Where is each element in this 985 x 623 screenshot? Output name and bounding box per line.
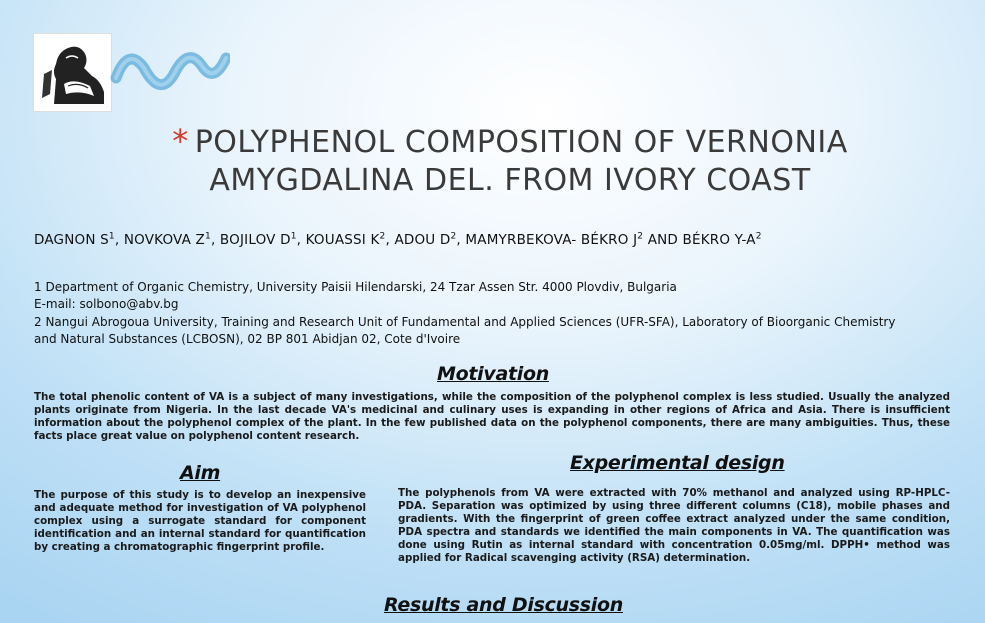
motivation-text: The total phenolic content of VA is a subject of many investigations, while the composition of the polyphenol complex is less studied. Usually the analyzed plants originate from Nigeria. In the last decade VA's medicinal and culinary uses is expanding in other regions of Africa and Asia. There is insufficient information about the polyphenol complex of the plant. In the few published data on the polyphenol components, there are many ambiguities. Thus, these facts place great value on polyphenol content research. [34, 391, 950, 442]
author-separator: AND [643, 232, 683, 248]
author-affiliation-number: 1 [205, 231, 211, 242]
experimental-heading: Experimental design [570, 452, 785, 474]
author-separator: , [456, 232, 466, 248]
author-separator: , [114, 232, 124, 248]
author-name: NOVKOVA Z [123, 232, 205, 248]
author-affiliation-number: 2 [637, 231, 644, 242]
author-name: BOJILOV D [219, 232, 291, 248]
author-affiliation-number: 1 [108, 231, 115, 242]
motivation-heading: Motivation [437, 363, 549, 385]
results-heading: Results and Discussion [384, 594, 623, 616]
title-line-1: POLYPHENOL COMPOSITION OF VERNONIA [194, 125, 848, 160]
wave-logo [110, 38, 230, 110]
author-affiliation-number: 2 [379, 231, 386, 242]
poster-title [60, 122, 960, 200]
author-separator: , [296, 232, 306, 248]
author-separator: , [210, 232, 220, 248]
aim-heading: Aim [180, 462, 221, 484]
university-logo [33, 33, 112, 112]
scholar-figure-icon [34, 34, 111, 111]
author-name: MAMYRBEKOVA- BÉKRO J [465, 232, 638, 248]
title-marker: * [172, 122, 189, 160]
affiliation-2-line-1: 2 Nangui Abrogoua University, Training and Research Unit of Fundamental and Applied Sciences (UFR-SFA), Laboratory of Bioorganic Chemistry [34, 315, 896, 329]
author-separator: , [385, 232, 395, 248]
author-affiliation-number: 2 [755, 231, 762, 242]
author-name: BÉKRO Y-A [682, 232, 756, 248]
affiliation-1: 1 Department of Organic Chemistry, University Paisii Hilendarski, 24 Tzar Assen Str. 4000 Plovdiv, Bulgaria [34, 280, 677, 294]
aim-text: The purpose of this study is to develop an inexpensive and adequate method for investigation of VA polyphenol complex using a surrogate standard for component identification and an internal standard for quantification by creating a chromatographic fingerprint profile. [34, 489, 366, 553]
author-name: DAGNON S [34, 232, 109, 248]
author-list [34, 232, 762, 248]
author-name: KOUASSI K [305, 232, 380, 248]
author-affiliation-number: 1 [290, 231, 297, 242]
experimental-text: The polyphenols from VA were extracted with 70% methanol and analyzed using RP-HPLC-PDA. Separation was optimized by using three different columns (C18), mobile phases and gradients. With the fingerprint of green coffee extract analyzed under the same condition, PDA spectra and standards we identified the main components in VA. The quantification was done using Rutin as internal standard with concentration 0.05mg/ml. DPPH• method was applied for Radical scavenging activity (RSA) determination. [398, 487, 950, 564]
title-line-2: AMYGDALINA DEL. FROM IVORY COAST [209, 163, 811, 198]
sine-wave-icon [110, 38, 230, 110]
author-name: ADOU D [394, 232, 451, 248]
author-affiliation-number: 2 [450, 231, 457, 242]
contact-email: E-mail: solbono@abv.bg [34, 297, 179, 311]
affiliation-2-line-2: and Natural Substances (LCBOSN), 02 BP 801 Abidjan 02, Cote d'Ivoire [34, 332, 461, 346]
